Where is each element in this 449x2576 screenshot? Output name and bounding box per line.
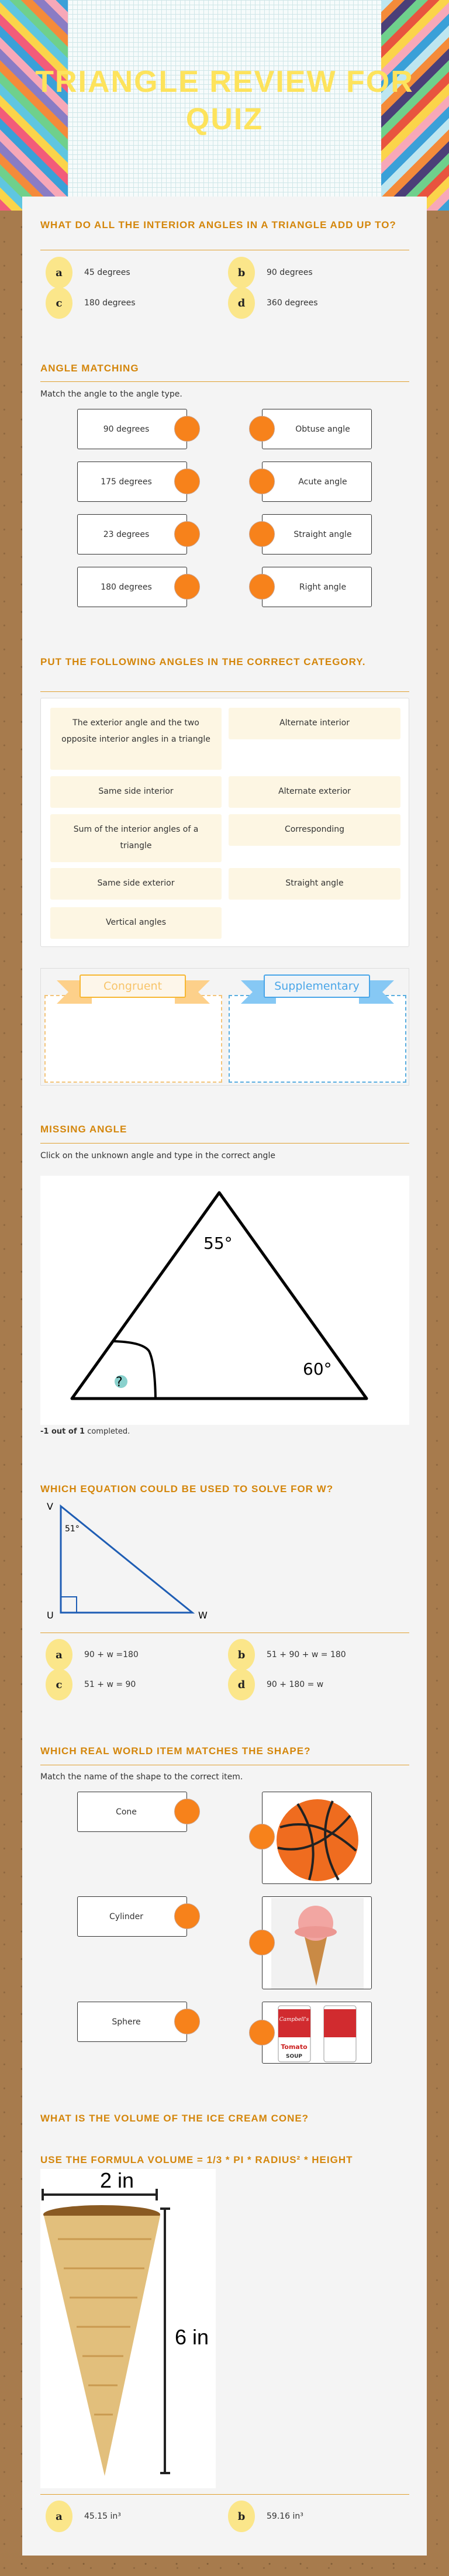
connector-dot[interactable]: [249, 469, 275, 494]
divider: [40, 381, 409, 382]
question-heading: PUT THE FOLLOWING ANGLES IN THE CORRECT CATEGORY.: [40, 656, 366, 667]
connector-dot[interactable]: [249, 1930, 275, 1955]
angle-label-right: 60°: [303, 1359, 332, 1379]
draggable-item[interactable]: Alternate exterior: [229, 776, 400, 808]
vertex-label-w: W: [198, 1610, 208, 1621]
ice-cream-image: [263, 1897, 372, 1989]
instruction: Click on the unknown angle and type in the correct angle: [40, 1151, 275, 1160]
angle-label: 51°: [65, 1524, 80, 1534]
option-text: 51 + w = 90: [84, 1680, 136, 1689]
option-text: 45 degrees: [84, 268, 130, 277]
question-heading: WHICH REAL WORLD ITEM MATCHES THE SHAPE?: [40, 1745, 311, 1757]
match-item-cone[interactable]: Cone: [77, 1792, 187, 1832]
progress-count: -1 out of 1: [40, 1427, 85, 1436]
option-d[interactable]: [228, 1669, 323, 1700]
height-label: 6 in: [175, 2325, 209, 2349]
page-title: TRIANGLE REVIEW FOR QUIZ: [35, 65, 414, 136]
match-right-item[interactable]: Straight angle: [262, 514, 372, 555]
connector-dot[interactable]: [249, 521, 275, 547]
match-right-item[interactable]: Right angle: [262, 567, 372, 607]
match-left-item[interactable]: 23 degrees: [77, 514, 187, 555]
draggable-item[interactable]: Corresponding: [229, 814, 400, 846]
vertex-label-u: U: [47, 1610, 54, 1621]
unknown-angle[interactable]: ?: [116, 1375, 123, 1390]
connector-dot[interactable]: [174, 469, 200, 494]
match-left-item[interactable]: 175 degrees: [77, 462, 187, 502]
option-a[interactable]: [46, 257, 130, 288]
match-left-item[interactable]: 180 degrees: [77, 567, 187, 607]
option-d[interactable]: [228, 287, 318, 319]
draggable-item[interactable]: Same side interior: [50, 776, 222, 808]
option-letter: a: [46, 257, 72, 288]
angle-label-top: 55°: [203, 1234, 233, 1253]
question-heading: ANGLE MATCHING: [40, 363, 139, 374]
match-left-item[interactable]: 90 degrees: [77, 409, 187, 449]
match-image-soup-cans[interactable]: [262, 2002, 372, 2064]
connector-dot[interactable]: [174, 1799, 200, 1824]
match-item-sphere[interactable]: Sphere: [77, 2002, 187, 2042]
option-b[interactable]: [228, 2501, 303, 2532]
match-image-ice-cream[interactable]: [262, 1896, 372, 1989]
category-label-congruent: Congruent: [80, 974, 186, 998]
connector-dot[interactable]: [174, 574, 200, 600]
option-letter: b: [228, 2501, 255, 2532]
draggable-item[interactable]: Same side exterior: [50, 868, 222, 900]
can-brand: Campbell's: [279, 2017, 309, 2023]
connector-dot[interactable]: [174, 1903, 200, 1929]
divider: [40, 1143, 409, 1144]
basketball-image: [263, 1792, 372, 1884]
option-letter: b: [228, 257, 255, 288]
item-pool: [40, 698, 409, 947]
match-right-item[interactable]: Obtuse angle: [262, 409, 372, 449]
option-b[interactable]: [228, 257, 313, 288]
option-text: 90 + w =180: [84, 1650, 139, 1659]
option-c[interactable]: [46, 1669, 136, 1700]
option-letter: a: [46, 1639, 72, 1671]
cone-diagram: [40, 2169, 216, 2488]
option-text: 51 + 90 + w = 180: [267, 1650, 346, 1659]
connector-dot[interactable]: [174, 416, 200, 442]
divider: [40, 691, 409, 692]
option-letter: c: [46, 287, 72, 319]
option-letter: a: [46, 2501, 72, 2532]
option-a[interactable]: [46, 2501, 121, 2532]
vertex-label-v: V: [47, 1501, 53, 1512]
width-label: 2 in: [100, 2169, 134, 2192]
connector-dot[interactable]: [249, 416, 275, 442]
progress-text: [40, 1427, 130, 1436]
divider: [40, 2494, 409, 2495]
question-heading: MISSING ANGLE: [40, 1124, 127, 1135]
soup-cans-image: [263, 2002, 372, 2064]
instruction: Match the name of the shape to the correct item.: [40, 1772, 243, 1782]
option-text: 360 degrees: [267, 298, 318, 308]
draggable-item[interactable]: The exterior angle and the two opposite interior angles in a triangle: [50, 708, 222, 770]
can-flavor: Tomato: [281, 2043, 308, 2051]
triangle-diagram: [40, 1176, 409, 1425]
draggable-item[interactable]: Vertical angles: [50, 907, 222, 939]
draggable-item[interactable]: Sum of the interior angles of a triangle: [50, 814, 222, 862]
option-text: 59.16 in³: [267, 2512, 303, 2521]
connector-dot[interactable]: [249, 2020, 275, 2045]
question-heading: WHAT IS THE VOLUME OF THE ICE CREAM CONE?: [40, 2113, 309, 2124]
option-a[interactable]: [46, 1639, 139, 1671]
match-image-basketball[interactable]: [262, 1792, 372, 1884]
instruction: Match the angle to the angle type.: [40, 390, 182, 399]
right-triangle-diagram: [40, 1499, 216, 1624]
draggable-item[interactable]: Alternate interior: [229, 708, 400, 739]
draggable-item[interactable]: Straight angle: [229, 868, 400, 900]
option-letter: d: [228, 287, 255, 319]
option-letter: c: [46, 1669, 72, 1700]
option-letter: d: [228, 1669, 255, 1700]
option-text: 45.15 in³: [84, 2512, 121, 2521]
option-b[interactable]: [228, 1639, 346, 1671]
option-letter: b: [228, 1639, 255, 1671]
connector-dot[interactable]: [249, 1824, 275, 1850]
match-right-item[interactable]: Acute angle: [262, 462, 372, 502]
category-label-supplementary: Supplementary: [264, 974, 370, 998]
connector-dot[interactable]: [174, 2009, 200, 2034]
formula-text: USE THE FORMULA VOLUME = 1/3 * PI * RADIUS² * HEIGHT: [40, 2154, 353, 2165]
can-soup: SOUP: [285, 2054, 303, 2060]
progress-label: completed.: [85, 1427, 130, 1436]
option-text: 90 degrees: [267, 268, 313, 277]
connector-dot[interactable]: [249, 574, 275, 600]
option-text: 180 degrees: [84, 298, 136, 308]
match-item-cylinder[interactable]: Cylinder: [77, 1896, 187, 1937]
option-c[interactable]: [46, 287, 136, 319]
question-heading: WHAT DO ALL THE INTERIOR ANGLES IN A TRIANGLE ADD UP TO?: [40, 219, 396, 230]
option-text: 90 + 180 = w: [267, 1680, 324, 1689]
connector-dot[interactable]: [174, 521, 200, 547]
category-area: [40, 968, 409, 1086]
question-heading: WHICH EQUATION COULD BE USED TO SOLVE FOR W?: [40, 1483, 334, 1494]
